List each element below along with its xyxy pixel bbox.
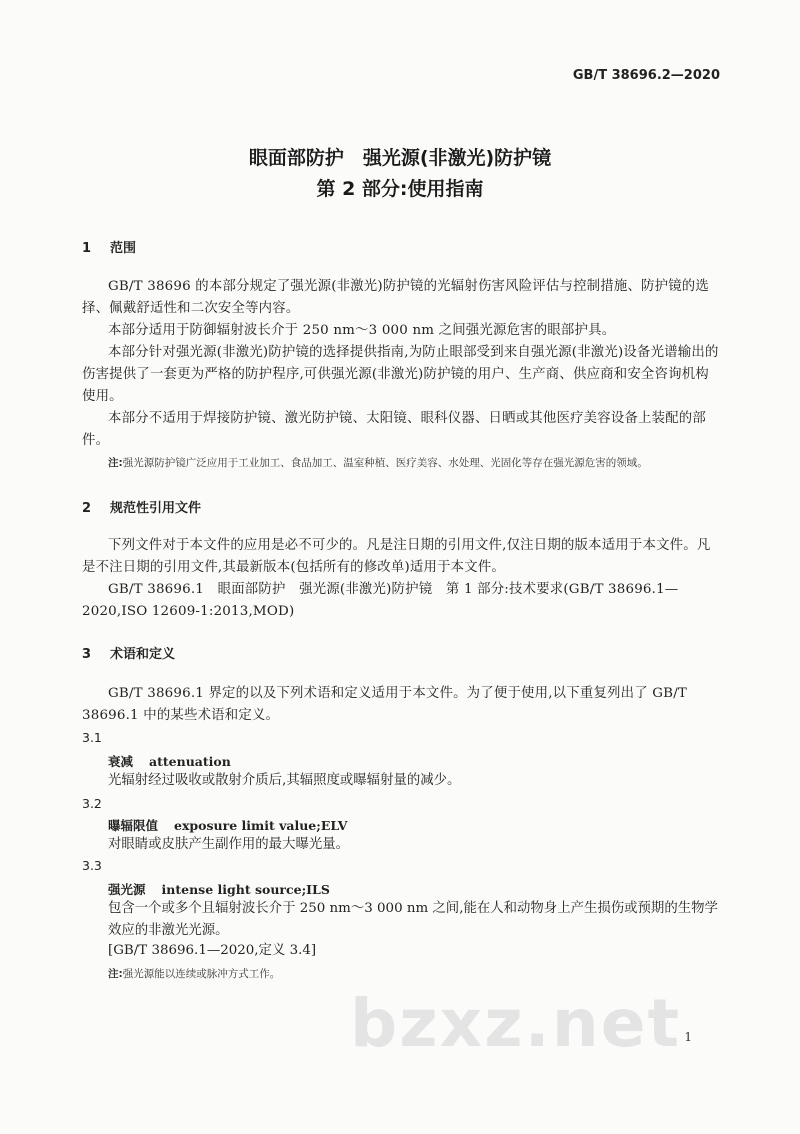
watermark: bzxz.net bbox=[350, 985, 682, 1062]
section-2-paragraph-1: 下列文件对于本文件的应用是必不可少的。凡是注日期的引用文件,仅注日期的版本适用于本文件。凡是不注日期的引用文件,其最新版本(包括所有的修改单)适用于本文件。 bbox=[82, 538, 711, 575]
section-2-heading bbox=[82, 497, 201, 516]
note-label: 注: bbox=[108, 457, 123, 469]
note-label: 注: bbox=[108, 968, 123, 980]
section-1-paragraph-3: 本部分针对强光源(非激光)防护镜的选择提供指南,为防止眼部受到来自强光源(非激光)设备光谱输出的伤害提供了一套更为严格的防护程序,可供强光源(非激光)防护镜的用户、生产商、供应商和安全咨询机构使用。 bbox=[82, 345, 719, 404]
term-name bbox=[108, 816, 347, 834]
term-zh: 衰减 bbox=[108, 754, 134, 769]
term-name bbox=[108, 752, 231, 770]
section-title: 范围 bbox=[110, 241, 137, 256]
term-source: [GB/T 38696.1—2020,定义 3.4] bbox=[108, 943, 317, 958]
term-en: intense light source;ILS bbox=[161, 882, 330, 897]
term-en: exposure limit value;ELV bbox=[174, 818, 348, 833]
section-number: 2 bbox=[82, 501, 92, 516]
term-name bbox=[108, 880, 330, 898]
term-definition: 光辐射经过吸收或散射介质后,其辐照度或曝辐射量的减少。 bbox=[108, 773, 461, 788]
section-title: 术语和定义 bbox=[110, 647, 176, 662]
section-title: 规范性引用文件 bbox=[110, 501, 202, 516]
section-1-note bbox=[108, 455, 718, 471]
term-definition: 对眼睛或皮肤产生副作用的最大曝光量。 bbox=[108, 837, 350, 852]
term-note bbox=[108, 966, 718, 982]
section-2-paragraph-2: GB/T 38696.1 眼面部防护 强光源(非激光)防护镜 第 1 部分:技术要求(GB/T 38696.1—2020,ISO 12609-1:2013,MOD) bbox=[82, 582, 679, 619]
section-1-heading bbox=[82, 237, 136, 256]
section-1-paragraph-2: 本部分适用于防御辐射波长介于 250 nm～3 000 nm 之间强光源危害的眼部护具。 bbox=[108, 323, 616, 338]
page-number: 1 bbox=[684, 1030, 692, 1044]
note-text: 强光源能以连续或脉冲方式工作。 bbox=[122, 968, 281, 980]
document-title-line1: 眼面部防护 强光源(非激光)防护镜 bbox=[248, 147, 552, 169]
section-3-paragraph-1: GB/T 38696.1 界定的以及下列术语和定义适用于本文件。为了便于使用,以下重复列出了 GB/T 38696.1 中的某些术语和定义。 bbox=[82, 686, 688, 723]
standard-number: GB/T 38696.2—2020 bbox=[572, 68, 720, 83]
note-text: 强光源防护镜广泛应用于工业加工、食品加工、温室种植、医疗美容、水处理、光固化等存在强光源危害的领域。 bbox=[122, 457, 648, 469]
section-1-paragraph-1: GB/T 38696 的本部分规定了强光源(非激光)防护镜的光辐射伤害风险评估与控制措施、防护镜的选择、佩戴舒适性和二次安全等内容。 bbox=[82, 279, 709, 316]
term-number: 3.2 bbox=[82, 796, 102, 811]
section-number: 3 bbox=[82, 647, 92, 662]
term-definition: 包含一个或多个且辐射波长介于 250 nm～3 000 nm 之间,能在人和动物身上产生损伤或预期的生物学效应的非激光光源。 bbox=[108, 901, 718, 938]
section-3-heading bbox=[82, 643, 175, 662]
document-title-line2: 第 2 部分:使用指南 bbox=[316, 178, 484, 200]
term-number: 3.1 bbox=[82, 730, 102, 745]
term-number: 3.3 bbox=[82, 858, 102, 873]
section-number: 1 bbox=[82, 241, 92, 256]
term-zh: 曝辐限值 bbox=[108, 818, 159, 833]
section-1-paragraph-4: 本部分不适用于焊接防护镜、激光防护镜、太阳镜、眼科仪器、日晒或其他医疗美容设备上装配的部件。 bbox=[82, 411, 706, 448]
term-en: attenuation bbox=[149, 754, 231, 769]
term-zh: 强光源 bbox=[108, 882, 146, 897]
